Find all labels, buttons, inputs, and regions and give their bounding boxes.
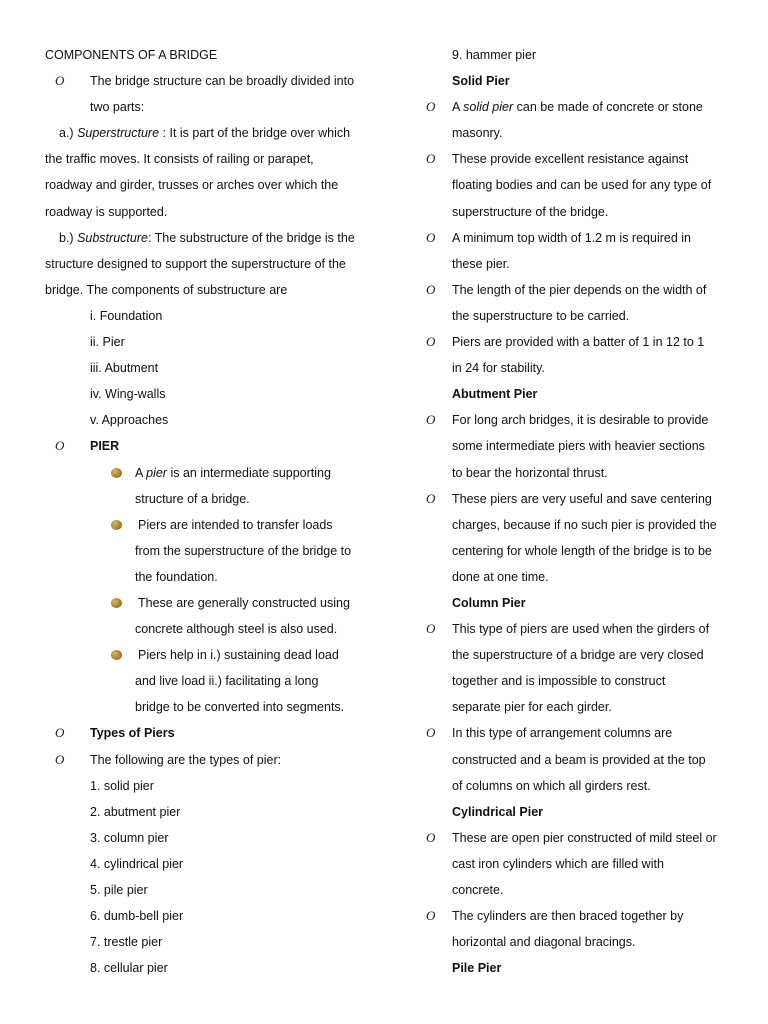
list-item: O A minimum top width of 1.2 m is required in (420, 225, 740, 251)
bullet-icon: O (426, 151, 436, 167)
text-line: separate pier for each girder. (452, 700, 612, 715)
sub-list-item: These are generally constructed using (45, 590, 375, 616)
superstructure-term: Superstructure (77, 126, 160, 141)
component-item: i. Foundation (90, 308, 163, 323)
bullet-icon: O (426, 829, 436, 845)
text-line: bridge to be converted into segments. (135, 700, 345, 715)
type-item: 8. cellular pier (90, 961, 168, 976)
bullet-icon: O (426, 99, 436, 115)
column-pier-heading: Column Pier (452, 595, 526, 610)
text-line: structure designed to support the superstructure of the (45, 256, 346, 271)
list-item: O These provide excellent resistance against (420, 146, 740, 172)
right-column (420, 42, 740, 981)
text-line: to bear the horizontal thrust. (452, 465, 608, 480)
text-line: superstructure of the bridge. (452, 204, 609, 219)
component-item: ii. Pier (90, 335, 125, 350)
text-line: these pier. (452, 256, 510, 271)
sub-list-item: A pier is an intermediate supporting (45, 460, 375, 486)
bullet-icon: O (426, 281, 436, 297)
text-line: floating bodies and can be used for any type of (452, 178, 712, 193)
bullet-icon: O (426, 229, 436, 245)
text-line: bridge. The components of substructure are (45, 282, 288, 297)
bullet-icon: O (55, 438, 65, 454)
types-heading: O Types of Piers (45, 720, 375, 746)
text-line: of columns on which all girders rest. (452, 778, 651, 793)
pile-pier-heading: Pile Pier (452, 961, 502, 976)
type-item: 3. column pier (90, 830, 169, 845)
component-item: v. Approaches (90, 413, 169, 428)
text-line: concrete. (452, 883, 504, 897)
list-item: O For long arch bridges, it is desirable to provide (420, 407, 740, 433)
substructure-term: Substructure (77, 230, 148, 245)
list-item: O Piers are provided with a batter of 1 in 12 to 1 (420, 329, 740, 355)
solid-pier-heading: Solid Pier (452, 74, 510, 89)
bullet-icon: O (55, 725, 65, 741)
text-line: constructed and a beam is provided at the top (452, 752, 706, 767)
bullet-icon: O (55, 751, 65, 767)
text-line: from the superstructure of the bridge to (135, 543, 352, 558)
component-item: iv. Wing-walls (90, 387, 166, 402)
list-item: O These piers are very useful and save centering (420, 486, 740, 512)
bullet-icon: O (426, 908, 436, 924)
component-item: iii. Abutment (90, 361, 159, 376)
list-item: O In this type of arrangement columns are (420, 720, 740, 746)
superstructure-line: a.) Superstructure : It is part of the bridge over which (59, 126, 351, 141)
text-line: charges, because if no such pier is provided the (452, 517, 717, 532)
bullet-icon: O (426, 621, 436, 637)
type-item: 7. trestle pier (90, 935, 163, 950)
type-item: 4. cylindrical pier (90, 856, 184, 871)
pier-heading: O PIER (45, 433, 375, 459)
cylindrical-pier-heading: Cylindrical Pier (452, 804, 544, 819)
list-item: O The bridge structure can be broadly divided into (45, 68, 375, 94)
list-item: O The length of the pier depends on the width of (420, 277, 740, 303)
text-line: two parts: (90, 100, 145, 115)
text-line: concrete although steel is also used. (135, 622, 338, 637)
type-item: 2. abutment pier (90, 804, 181, 819)
sub-list-item: Piers are intended to transfer loads (45, 512, 375, 538)
left-column (45, 42, 375, 981)
text-line: the traffic moves. It consists of railing or parapet, (45, 152, 314, 167)
text-line: the superstructure of a bridge are very closed (452, 648, 704, 663)
bullet-icon: O (55, 73, 65, 89)
bullet-icon: O (426, 490, 436, 506)
text-line: masonry. (452, 126, 503, 141)
text-line: the superstructure to be carried. (452, 308, 630, 323)
bullet-icon: O (426, 334, 436, 350)
text-line: some intermediate piers with heavier sections (452, 439, 705, 454)
text-line: together and is impossible to construct (452, 674, 666, 689)
text-line: the foundation. (135, 569, 218, 584)
type-item: 6. dumb-bell pier (90, 909, 184, 924)
list-item: O The following are the types of pier: (45, 747, 375, 773)
text-line: and live load ii.) facilitating a long (135, 674, 319, 689)
text-line: roadway is supported. (45, 204, 168, 219)
round-bullet-icon (111, 468, 122, 478)
list-item: O These are open pier constructed of mild steel or (420, 825, 740, 851)
type-item: 5. pile pier (90, 883, 148, 897)
type-item: 1. solid pier (90, 778, 154, 793)
page-title: COMPONENTS OF A BRIDGE (45, 48, 218, 62)
type-item: 9. hammer pier (452, 48, 537, 62)
text-line: horizontal and diagonal bracings. (452, 935, 636, 950)
round-bullet-icon (111, 650, 122, 660)
text-line: roadway and girder, trusses or arches over which the (45, 178, 339, 193)
text-line: done at one time. (452, 569, 549, 584)
sub-list-item: Piers help in i.) sustaining dead load (45, 642, 375, 668)
list-item: O The cylinders are then braced together by (420, 903, 740, 929)
round-bullet-icon (111, 598, 122, 608)
text-line: centering for whole length of the bridge is to be (452, 543, 712, 558)
bullet-icon: O (426, 725, 436, 741)
list-item: O A solid pier can be made of concrete or stone (420, 94, 740, 120)
round-bullet-icon (111, 520, 122, 530)
list-item: O This type of piers are used when the girders of (420, 616, 740, 642)
text-line: structure of a bridge. (135, 491, 250, 506)
text-line: cast iron cylinders which are filled with (452, 856, 664, 871)
abutment-pier-heading: Abutment Pier (452, 387, 538, 402)
substructure-line: b.) Substructure: The substructure of the bridge is the (59, 230, 355, 245)
bullet-icon: O (426, 412, 436, 428)
text-line: in 24 for stability. (452, 361, 545, 376)
